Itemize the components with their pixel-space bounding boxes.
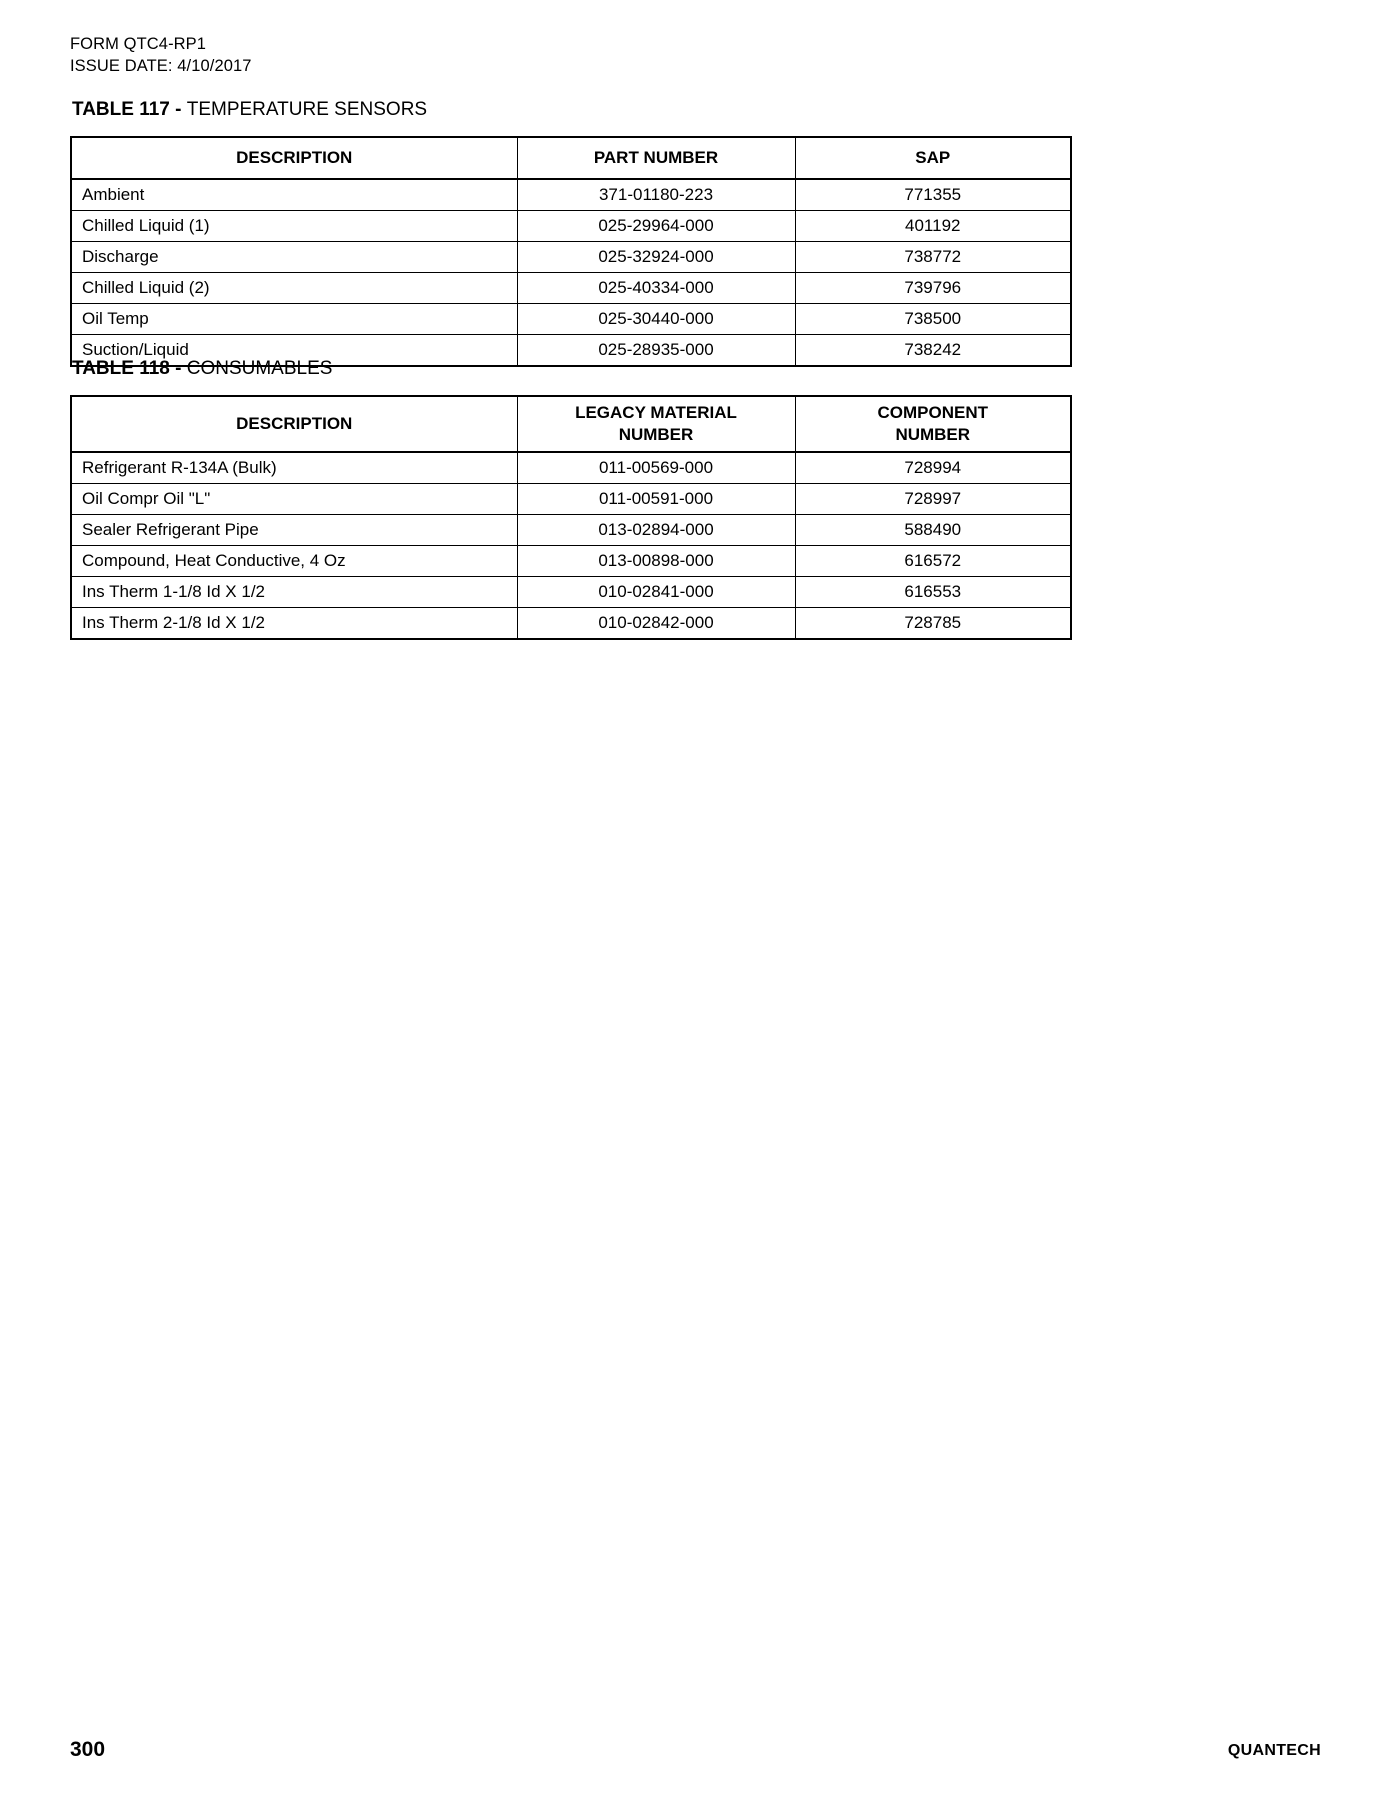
cell-description: Ambient (71, 179, 517, 211)
document-header (70, 33, 252, 78)
cell-description: Suction/Liquid (71, 334, 517, 366)
cell-legacy-material-number: 013-00898-000 (517, 545, 795, 576)
cell-sap: 738772 (795, 241, 1071, 272)
parts-table-117 (70, 136, 1072, 367)
cell-component-number: 728785 (795, 607, 1071, 639)
table-row (71, 241, 1071, 272)
cell-component-number: 728994 (795, 452, 1071, 484)
cell-sap: 401192 (795, 210, 1071, 241)
table-caption-117 (72, 99, 1070, 122)
cell-sap: 738500 (795, 303, 1071, 334)
cell-legacy-material-number: 013-02894-000 (517, 514, 795, 545)
cell-description: Compound, Heat Conductive, 4 Oz (71, 545, 517, 576)
cell-description: Discharge (71, 241, 517, 272)
cell-component-number: 588490 (795, 514, 1071, 545)
table-row (71, 483, 1071, 514)
cell-sap: 738242 (795, 334, 1071, 366)
column-header-component-number: COMPONENT NUMBER (795, 396, 1071, 452)
form-number: FORM QTC4-RP1 (70, 35, 207, 53)
column-header-description: DESCRIPTION (71, 396, 517, 452)
table-row (71, 210, 1071, 241)
table-row (71, 452, 1071, 484)
table-caption-118 (72, 358, 1070, 381)
cell-legacy-material-number: 011-00569-000 (517, 452, 795, 484)
cell-description: Refrigerant R-134A (Bulk) (71, 452, 517, 484)
cell-component-number: 616572 (795, 545, 1071, 576)
table-row (71, 607, 1071, 639)
table-block-118 (70, 358, 1070, 640)
cell-description: Sealer Refrigerant Pipe (71, 514, 517, 545)
cell-sap: 771355 (795, 179, 1071, 211)
column-header-part-number: PART NUMBER (517, 137, 795, 179)
cell-description: Oil Temp (71, 303, 517, 334)
cell-sap: 739796 (795, 272, 1071, 303)
cell-component-number: 616553 (795, 576, 1071, 607)
cell-part-number: 025-40334-000 (517, 272, 795, 303)
cell-description: Ins Therm 1-1/8 Id X 1/2 (71, 576, 517, 607)
table-header-row (71, 396, 1071, 452)
cell-legacy-material-number: 010-02842-000 (517, 607, 795, 639)
cell-description: Chilled Liquid (1) (71, 210, 517, 241)
table-row (71, 272, 1071, 303)
cell-legacy-material-number: 010-02841-000 (517, 576, 795, 607)
table-caption-title: TEMPERATURE SENSORS (186, 99, 428, 120)
table-block-117 (70, 99, 1070, 367)
column-header-sap: SAP (795, 137, 1071, 179)
cell-description: Ins Therm 2-1/8 Id X 1/2 (71, 607, 517, 639)
document-footer (0, 1710, 1391, 1800)
cell-part-number: 025-28935-000 (517, 334, 795, 366)
table-row (71, 303, 1071, 334)
table-row (71, 514, 1071, 545)
table-row (71, 576, 1071, 607)
cell-description: Chilled Liquid (2) (71, 272, 517, 303)
cell-part-number: 025-32924-000 (517, 241, 795, 272)
table-header-row (71, 137, 1071, 179)
page-number: 300 (70, 1738, 106, 1761)
issue-date: ISSUE DATE: 4/10/2017 (70, 57, 252, 76)
cell-part-number: 025-30440-000 (517, 303, 795, 334)
cell-part-number: 025-29964-000 (517, 210, 795, 241)
cell-component-number: 728997 (795, 483, 1071, 514)
brand-name: QUANTECH (1227, 1742, 1321, 1759)
cell-part-number: 371-01180-223 (517, 179, 795, 211)
column-header-description: DESCRIPTION (71, 137, 517, 179)
table-row (71, 545, 1071, 576)
table-row (71, 179, 1071, 211)
table-caption-number: TABLE 118 - (72, 358, 187, 379)
table-caption-number: TABLE 117 - (72, 99, 187, 120)
cell-legacy-material-number: 011-00591-000 (517, 483, 795, 514)
column-header-legacy-material-number: LEGACY MATERIAL NUMBER (517, 396, 795, 452)
cell-description: Oil Compr Oil "L" (71, 483, 517, 514)
parts-table-118 (70, 395, 1072, 640)
table-caption-title: CONSUMABLES (186, 358, 333, 379)
